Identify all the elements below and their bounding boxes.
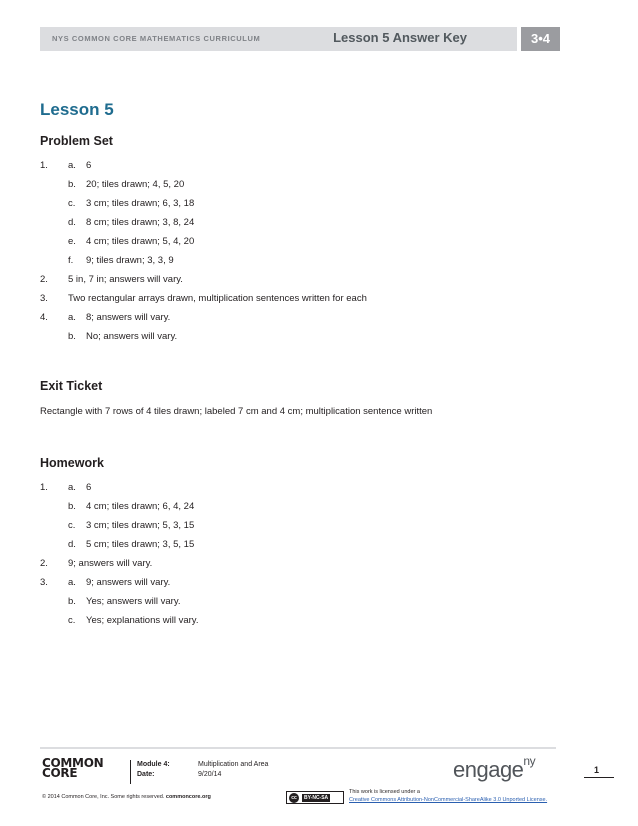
module-label: Module 4: xyxy=(137,761,170,768)
module-value: Multiplication and Area xyxy=(198,761,269,768)
exit-ticket-heading: Exit Ticket xyxy=(40,379,103,393)
answer-text: 4 cm; tiles drawn; 5, 4, 20 xyxy=(86,236,195,247)
answer-text: 9; answers will vary. xyxy=(68,558,153,569)
answer-text: 20; tiles drawn; 4, 5, 20 xyxy=(86,179,185,190)
logo-line-2: CORE xyxy=(42,766,78,780)
item-letter: c. xyxy=(68,198,76,209)
item-letter: a. xyxy=(68,577,76,588)
engage-text: engage xyxy=(453,757,524,782)
item-number: 1. xyxy=(40,160,48,171)
license-link[interactable]: Creative Commons Attribution-NonCommercial-ShareAlike 3.0 Unported License. xyxy=(349,797,548,803)
item-letter: a. xyxy=(68,160,76,171)
answer-text: Two rectangular arrays drawn, multiplication sentences written for each xyxy=(68,293,367,304)
copyright-site-link[interactable]: commoncore.org xyxy=(165,794,211,800)
item-number: 2. xyxy=(40,274,48,285)
answer-text: 4 cm; tiles drawn; 6, 4, 24 xyxy=(86,501,195,512)
footer-divider xyxy=(130,760,131,784)
answer-text: Yes; answers will vary. xyxy=(86,596,181,607)
engage-ny: ny xyxy=(523,753,536,768)
curriculum-title: NYS COMMON CORE MATHEMATICS CURRICULUM xyxy=(52,34,261,43)
problem-set-heading: Problem Set xyxy=(40,134,113,148)
answer-text: 8; answers will vary. xyxy=(86,312,171,323)
answer-text: 5 in, 7 in; answers will vary. xyxy=(68,274,183,285)
answer-text: 6 xyxy=(86,482,92,493)
answer-key-title: Lesson 5 Answer Key xyxy=(333,30,467,45)
answer-text: 5 cm; tiles drawn; 3, 5, 15 xyxy=(86,539,195,550)
creative-commons-badge[interactable] xyxy=(286,791,344,804)
answer-text: 9; tiles drawn; 3, 3, 9 xyxy=(86,255,174,266)
exit-ticket-answer: Rectangle with 7 rows of 4 tiles drawn; labeled 7 cm and 4 cm; multiplication sentence written xyxy=(40,406,433,417)
item-number: 3. xyxy=(40,577,48,588)
item-number: 1. xyxy=(40,482,48,493)
answer-text: 9; answers will vary. xyxy=(86,577,171,588)
common-core-logo xyxy=(42,758,102,778)
item-letter: c. xyxy=(68,520,76,531)
footer-rule xyxy=(40,747,556,749)
item-letter: d. xyxy=(68,539,76,550)
copyright-text xyxy=(42,794,211,800)
logo-line-1: COMMON xyxy=(42,756,104,770)
item-letter: a. xyxy=(68,482,76,493)
engageny-logo xyxy=(453,753,536,783)
cc-badge-text: BY-NC-SA xyxy=(304,794,329,801)
item-letter: e. xyxy=(68,236,76,247)
answer-text: 3 cm; tiles drawn; 5, 3, 15 xyxy=(86,520,195,531)
answer-text: 3 cm; tiles drawn; 6, 3, 18 xyxy=(86,198,195,209)
answer-text: No; answers will vary. xyxy=(86,331,178,342)
item-letter: b. xyxy=(68,596,76,607)
item-number: 4. xyxy=(40,312,48,323)
header-bar xyxy=(40,27,517,51)
cc-icon: cc xyxy=(289,793,299,803)
license-line-1: This work is licensed under a xyxy=(349,789,420,795)
date-value: 9/20/14 xyxy=(198,771,222,778)
grade-module-badge: 3•4 xyxy=(521,27,560,51)
item-number: 2. xyxy=(40,558,48,569)
lesson-title: Lesson 5 xyxy=(40,100,114,119)
item-letter: b. xyxy=(68,501,76,512)
answer-text: Yes; explanations will vary. xyxy=(86,615,199,626)
item-letter: d. xyxy=(68,217,76,228)
page-header xyxy=(40,27,560,51)
item-letter: c. xyxy=(68,615,76,626)
answer-text: 6 xyxy=(86,160,92,171)
item-number: 3. xyxy=(40,293,48,304)
copyright-prefix: © 2014 Common Core, Inc. Some rights reserved. xyxy=(42,794,166,800)
item-letter: b. xyxy=(68,179,76,190)
item-letter: a. xyxy=(68,312,76,323)
item-letter: b. xyxy=(68,331,76,342)
date-label: Date: xyxy=(137,771,155,778)
answer-text: 8 cm; tiles drawn; 3, 8, 24 xyxy=(86,217,195,228)
page-number-rule xyxy=(584,777,614,778)
item-letter: f. xyxy=(68,255,74,266)
homework-heading: Homework xyxy=(40,456,104,470)
page-number: 1 xyxy=(594,765,600,775)
